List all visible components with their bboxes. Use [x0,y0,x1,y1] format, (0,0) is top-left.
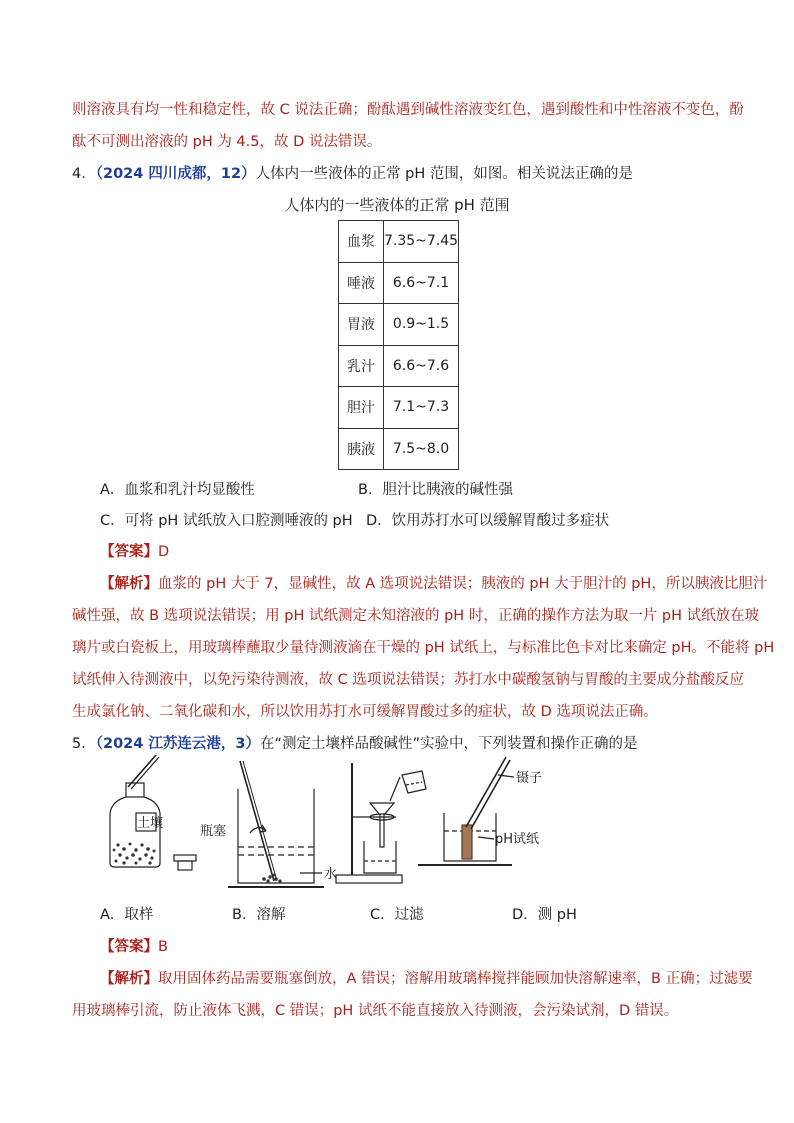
question-5-number: 5． [72,736,96,752]
question-5-analysis-line-2: 用玻璃棒引流，防止液体飞溅，C 错误；pH 试纸不能直接放入待测液，会污染试剂，D 错误。 [72,1003,679,1019]
table-row [339,304,459,346]
answer-tag: 【答案】 [100,939,158,955]
fluid-name: 血浆 [339,221,384,263]
stopper-label: 瓶塞 [200,824,227,839]
bottle-stopper-icon [174,824,226,870]
question-5-option-c: C．过滤 [370,907,424,923]
analysis-tag: 【解析】 [100,971,158,987]
answer-value: B [158,939,168,955]
fluid-name: 乳汁 [339,345,384,387]
question-4-analysis-line-4: 试纸伸入待测液中，以免污染待测液，故 C 选项说法错误；苏打水中碳酸氢钠与胃酸的主要成分盐酸反应 [72,672,744,688]
question-4-text: 人体内一些液体的正常 pH 范围，如图。相关说法正确的是 [255,166,633,182]
prev-solution-line-2: 酞不可测出溶液的 pH 为 4.5，故 D 说法错误。 [72,134,382,150]
table-row [339,428,459,470]
analysis-text: 血浆的 pH 大于 7，显碱性，故 A 选项说法错误；胰液的 pH 大于胆汁的 pH，所以胰液比胆汁 [158,576,768,592]
analysis-text: 取用固体药品需要瓶塞倒放，A 错误；溶解用玻璃棒搅拌能顾加快溶解速率，B 正确；过滤要 [158,971,753,987]
question-5-option-b: B．溶解 [232,907,286,923]
question-4-option-d: D．饮用苏打水可以缓解胃酸过多症状 [366,513,610,529]
filtration-stand-icon [336,763,426,883]
question-5-stem [72,734,734,754]
question-5-analysis-line-1 [100,969,753,989]
answer-value: D [158,544,170,560]
fluid-name: 唾液 [339,262,384,304]
tweezers-label: 镊子 [516,771,543,786]
fluid-name: 胰液 [339,428,384,470]
question-5-option-d: D．测 pH [512,907,577,923]
ph-table-title: 人体内的一些液体的正常 pH 范围 [284,196,510,214]
question-4-source: （2024 四川成都，12） [95,166,256,182]
analysis-tag: 【解析】 [100,576,158,592]
lab-apparatus-diagram [100,755,560,893]
question-4-option-a: A．血浆和乳汁均显酸性 [100,482,255,498]
ph-range: 6.6~7.6 [384,345,459,387]
question-5-option-a: A．取样 [100,907,154,923]
fluid-name: 胃液 [339,304,384,346]
fluid-name: 胆汁 [339,387,384,429]
soil-label: 土壤 [137,816,164,831]
ph-range-table [338,220,459,470]
water-label: 水 [324,867,338,882]
question-4-analysis-line-2: 碱性强，故 B 选项说法错误；用 pH 试纸测定未知溶液的 pH 时，正确的操作方法为取一片 pH 试纸放在玻 [72,608,760,624]
question-4-option-b: B．胆汁比胰液的碱性强 [358,482,513,498]
question-4-number: 4． [72,166,96,182]
table-row [339,221,459,263]
question-4-analysis-line-3: 璃片或白瓷板上，用玻璃棒蘸取少量待测液滴在干燥的 pH 试纸上，与标准比色卡对比来确定 pH。不能将 pH [72,640,775,656]
prev-solution-line-1: 则溶液具有均一性和稳定性，故 C 说法正确；酚酞遇到碱性溶液变红色，遇到酸性和中性溶液不变色，酚 [72,102,744,118]
answer-tag: 【答案】 [100,544,158,560]
question-5-answer [100,937,734,957]
question-5-source: （2024 江苏连云港，3） [95,736,260,752]
question-4-stem [72,164,734,184]
ph-range: 6.6~7.1 [384,262,459,304]
question-4-analysis-line-5: 生成氯化钠、二氧化碳和水，所以饮用苏打水可缓解胃酸过多的症状，故 D 选项说法正确。 [72,704,658,720]
question-5-text: 在“测定土壤样品酸碱性”实验中，下列装置和操作正确的是 [259,736,638,752]
ph-range: 7.5~8.0 [384,428,459,470]
table-row [339,262,459,304]
ph-paper-label: pH试纸 [495,832,540,847]
ph-range: 7.1~7.3 [384,387,459,429]
ph-test-icon [418,757,542,865]
table-row [339,387,459,429]
table-row [339,345,459,387]
beaker-stirring-icon [228,761,337,887]
ph-range: 0.9~1.5 [384,304,459,346]
ph-range: 7.35~7.45 [384,221,459,263]
question-4-answer [100,542,734,562]
question-4-analysis-line-1 [100,574,768,594]
question-4-option-c: C．可将 pH 试纸放入口腔测唾液的 pH [100,513,353,529]
reagent-bottle-icon [110,755,163,867]
